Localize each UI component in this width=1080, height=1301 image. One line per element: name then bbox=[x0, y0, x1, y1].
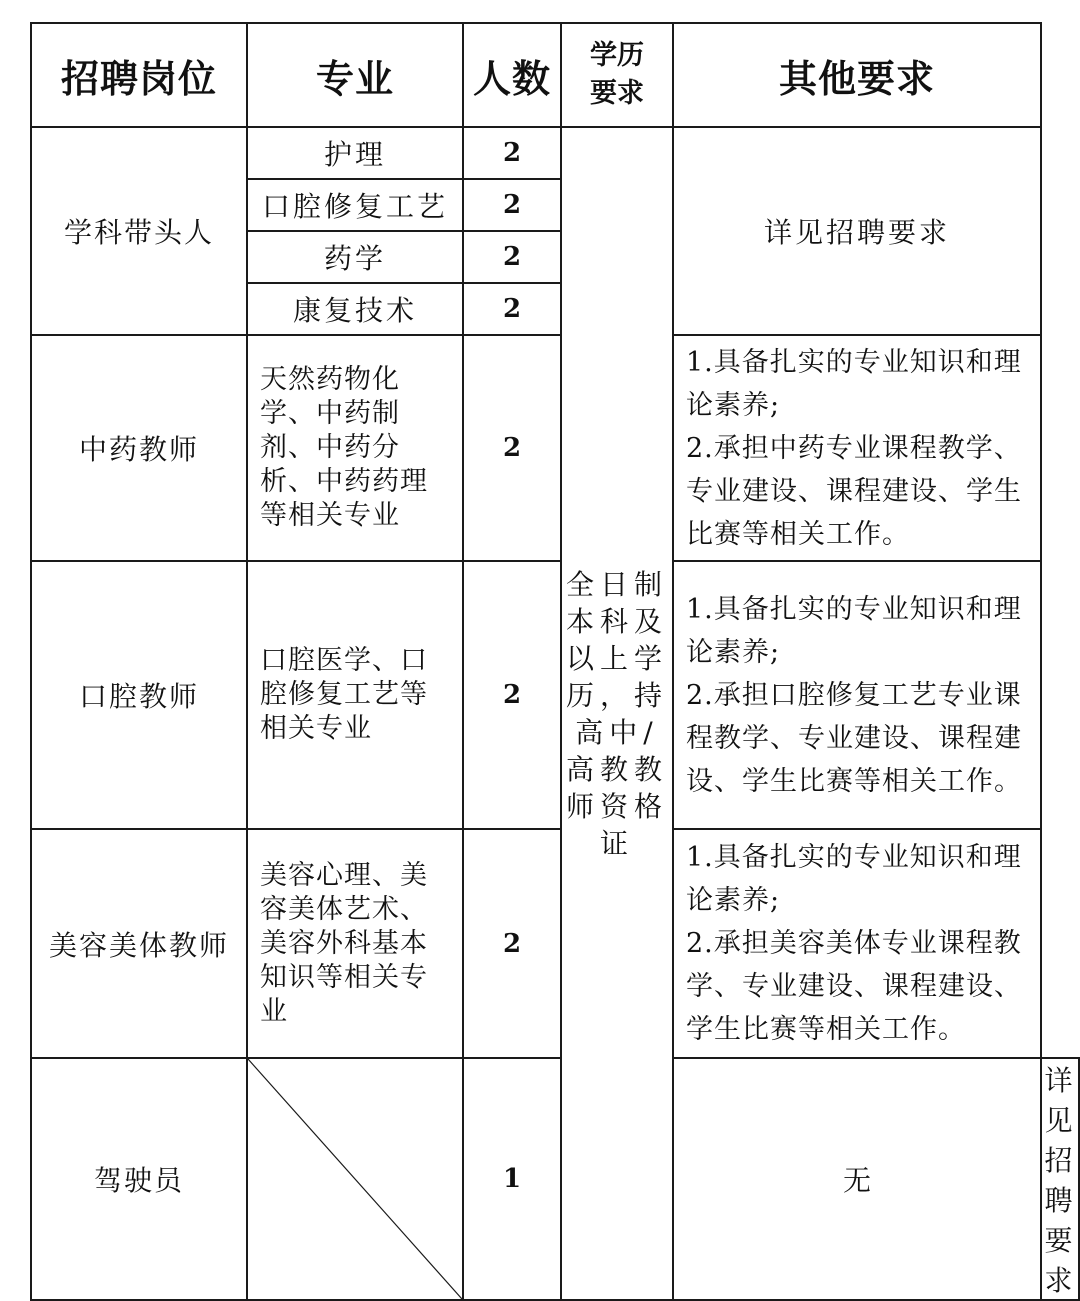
requirement-beauty-teacher bbox=[673, 829, 1041, 1058]
count-cell: 1 bbox=[463, 1058, 561, 1300]
count-cell: 2 bbox=[463, 561, 561, 829]
recruitment-table bbox=[30, 22, 1080, 1301]
count-cell: 2 bbox=[463, 127, 561, 179]
count-cell: 2 bbox=[463, 283, 561, 335]
position-driver: 驾驶员 bbox=[31, 1058, 247, 1300]
education-requirement-merged: 全日制本科及以上学历，持高中/高教教师资格证 bbox=[561, 127, 673, 1300]
major-cell: 口腔医学、口腔修复工艺等相关专业 bbox=[247, 561, 463, 829]
header-education-line1: 学历 bbox=[590, 40, 644, 71]
count-cell: 2 bbox=[463, 335, 561, 561]
requirement-driver: 详见招聘要求 bbox=[1041, 1058, 1079, 1300]
header-education bbox=[561, 23, 673, 127]
header-count: 人数 bbox=[463, 23, 561, 127]
table-row bbox=[31, 829, 1079, 1058]
requirement-item: 1.具备扎实的专业知识和理论素养; bbox=[686, 593, 1022, 668]
table-row bbox=[31, 127, 1079, 179]
requirement-item: 2.承担中药专业课程教学、专业建设、课程建设、学生比赛等相关工作。 bbox=[686, 432, 1022, 550]
diagonal-line bbox=[248, 1059, 462, 1299]
requirement-item: 1.具备扎实的专业知识和理论素养; bbox=[686, 346, 1022, 421]
position-dental-teacher: 口腔教师 bbox=[31, 561, 247, 829]
header-major: 专业 bbox=[247, 23, 463, 127]
requirement-item: 1.具备扎实的专业知识和理论素养; bbox=[686, 842, 1022, 916]
major-cell: 药学 bbox=[247, 231, 463, 283]
position-tcm-teacher: 中药教师 bbox=[31, 335, 247, 561]
table-row bbox=[31, 335, 1079, 561]
major-cell: 口腔修复工艺 bbox=[247, 179, 463, 231]
requirement-item: 2.承担美容美体专业课程教学、专业建设、课程建设、学生比赛等相关工作。 bbox=[686, 928, 1022, 1045]
header-other-requirements: 其他要求 bbox=[673, 23, 1041, 127]
requirement-discipline-leader: 详见招聘要求 bbox=[673, 127, 1041, 335]
count-cell: 2 bbox=[463, 829, 561, 1058]
table-row bbox=[31, 1058, 1079, 1300]
major-cell: 护理 bbox=[247, 127, 463, 179]
requirement-tcm-teacher bbox=[673, 335, 1041, 561]
table-row bbox=[31, 561, 1079, 829]
header-position: 招聘岗位 bbox=[31, 23, 247, 127]
empty-major-diagonal-cell bbox=[247, 1058, 463, 1300]
requirement-dental-teacher bbox=[673, 561, 1041, 829]
position-beauty-teacher: 美容美体教师 bbox=[31, 829, 247, 1058]
header-row bbox=[31, 23, 1079, 127]
major-cell: 康复技术 bbox=[247, 283, 463, 335]
education-driver: 无 bbox=[673, 1058, 1041, 1300]
major-cell: 天然药物化学、中药制剂、中药分析、中药药理等相关专业 bbox=[247, 335, 463, 561]
header-education-line2: 要求 bbox=[590, 78, 644, 109]
major-cell: 美容心理、美容美体艺术、美容外科基本知识等相关专业 bbox=[247, 829, 463, 1058]
count-cell: 2 bbox=[463, 179, 561, 231]
count-cell: 2 bbox=[463, 231, 561, 283]
requirement-item: 2.承担口腔修复工艺专业课程教学、专业建设、课程建设、学生比赛等相关工作。 bbox=[686, 679, 1022, 797]
position-discipline-leader: 学科带头人 bbox=[31, 127, 247, 335]
